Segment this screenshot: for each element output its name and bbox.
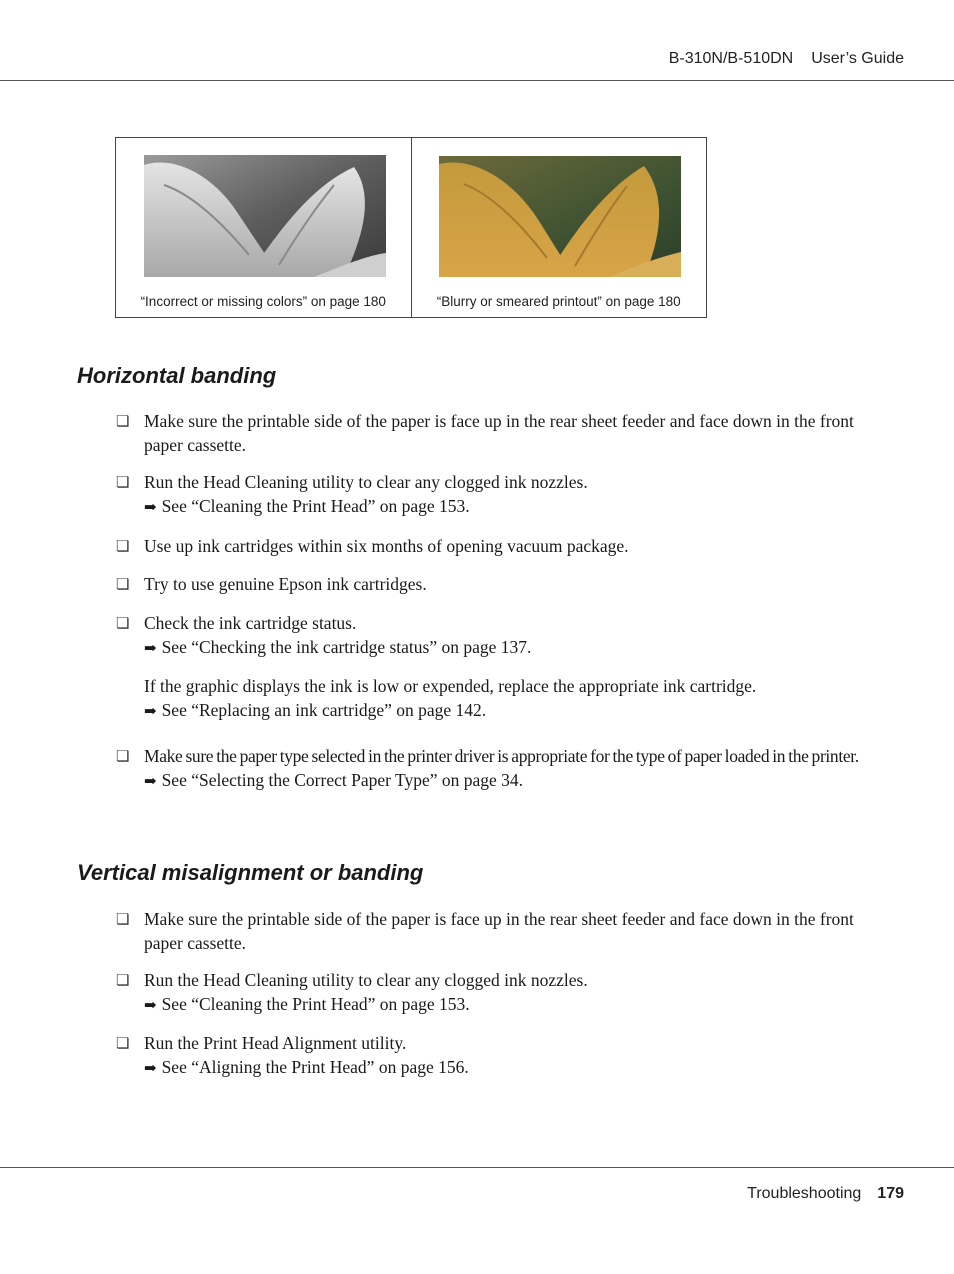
cross-reference-link[interactable]: ➡ See “Cleaning the Print Head” on page 153.	[144, 992, 884, 1018]
list-item: Use up ink cartridges within six months of opening vacuum package.	[144, 536, 629, 556]
checkbox-bullet-icon: ❏	[116, 1036, 130, 1052]
figure-table	[115, 137, 707, 318]
cross-reference-link[interactable]: ➡ See “Checking the ink cartridge status” on page 137.	[144, 635, 884, 661]
page-header	[669, 50, 904, 68]
flower-blurry-image	[439, 156, 681, 277]
arrow-right-icon: ➡	[144, 500, 157, 516]
list-item: Make sure the printable side of the paper is face up in the rear sheet feeder and face down in the front paper cassette.	[144, 411, 854, 455]
list-item: Run the Print Head Alignment utility. ➡ See “Aligning the Print Head” on page 156.	[144, 1031, 884, 1081]
header-model: B-310N/B-510DN	[668, 50, 794, 67]
section-title-horizontal-banding: Horizontal banding	[77, 363, 277, 388]
section-title-vertical-misalignment: Vertical misalignment or banding	[77, 860, 424, 885]
list-item: Run the Head Cleaning utility to clear any clogged ink nozzles. ➡ See “Cleaning the Print Head” on page 153.	[144, 968, 884, 1018]
header-guide: User’s Guide	[811, 50, 904, 67]
figure-cell-incorrect-colors	[116, 138, 411, 317]
list-item-extra: If the graphic displays the ink is low or expended, replace the appropriate ink cartridge. ➡ See “Replacing an ink cartridge” on page 142.	[144, 674, 884, 724]
arrow-right-icon: ➡	[144, 641, 157, 657]
arrow-right-icon: ➡	[144, 1061, 157, 1077]
cross-reference-link[interactable]: ➡ See “Replacing an ink cartridge” on page 142.	[144, 698, 884, 724]
checkbox-bullet-icon: ❏	[116, 475, 130, 491]
checkbox-bullet-icon: ❏	[116, 414, 130, 430]
footer-section: Troubleshooting	[747, 1185, 862, 1202]
checkbox-bullet-icon: ❏	[116, 577, 130, 593]
footer-rule	[0, 1167, 954, 1168]
arrow-right-icon: ➡	[144, 774, 157, 790]
checkbox-bullet-icon: ❏	[116, 539, 130, 555]
checkbox-bullet-icon: ❏	[116, 912, 130, 928]
list-item: Try to use genuine Epson ink cartridges.	[144, 574, 427, 594]
arrow-right-icon: ➡	[144, 998, 157, 1014]
flower-grayscale-image	[144, 155, 386, 277]
checkbox-bullet-icon: ❏	[116, 749, 130, 765]
figure-cell-blurry-printout	[411, 138, 707, 317]
page-number: 179	[877, 1185, 904, 1202]
figure-caption[interactable]: “Incorrect or missing colors” on page 180	[140, 294, 386, 309]
cross-reference-link[interactable]: ➡ See “Cleaning the Print Head” on page 153.	[144, 494, 884, 520]
checkbox-bullet-icon: ❏	[116, 616, 130, 632]
arrow-right-icon: ➡	[144, 704, 157, 720]
list-item: Check the ink cartridge status. ➡ See “Checking the ink cartridge status” on page 137.	[144, 611, 884, 661]
list-item: Make sure the paper type selected in the printer driver is appropriate for the type of paper loaded in the printer. ➡ See “Selecting the Correct Paper Type” on page 34.	[144, 744, 884, 794]
checkbox-bullet-icon: ❏	[116, 973, 130, 989]
cross-reference-link[interactable]: ➡ See “Aligning the Print Head” on page 156.	[144, 1055, 884, 1081]
list-item: Run the Head Cleaning utility to clear any clogged ink nozzles. ➡ See “Cleaning the Print Head” on page 153.	[144, 470, 884, 520]
page-footer	[747, 1185, 904, 1203]
header-rule	[0, 80, 954, 81]
list-item: Make sure the printable side of the paper is face up in the rear sheet feeder and face down in the front paper cassette.	[144, 909, 854, 953]
figure-caption[interactable]: “Blurry or smeared printout” on page 180	[436, 294, 681, 309]
cross-reference-link[interactable]: ➡ See “Selecting the Correct Paper Type” on page 34.	[144, 768, 884, 794]
